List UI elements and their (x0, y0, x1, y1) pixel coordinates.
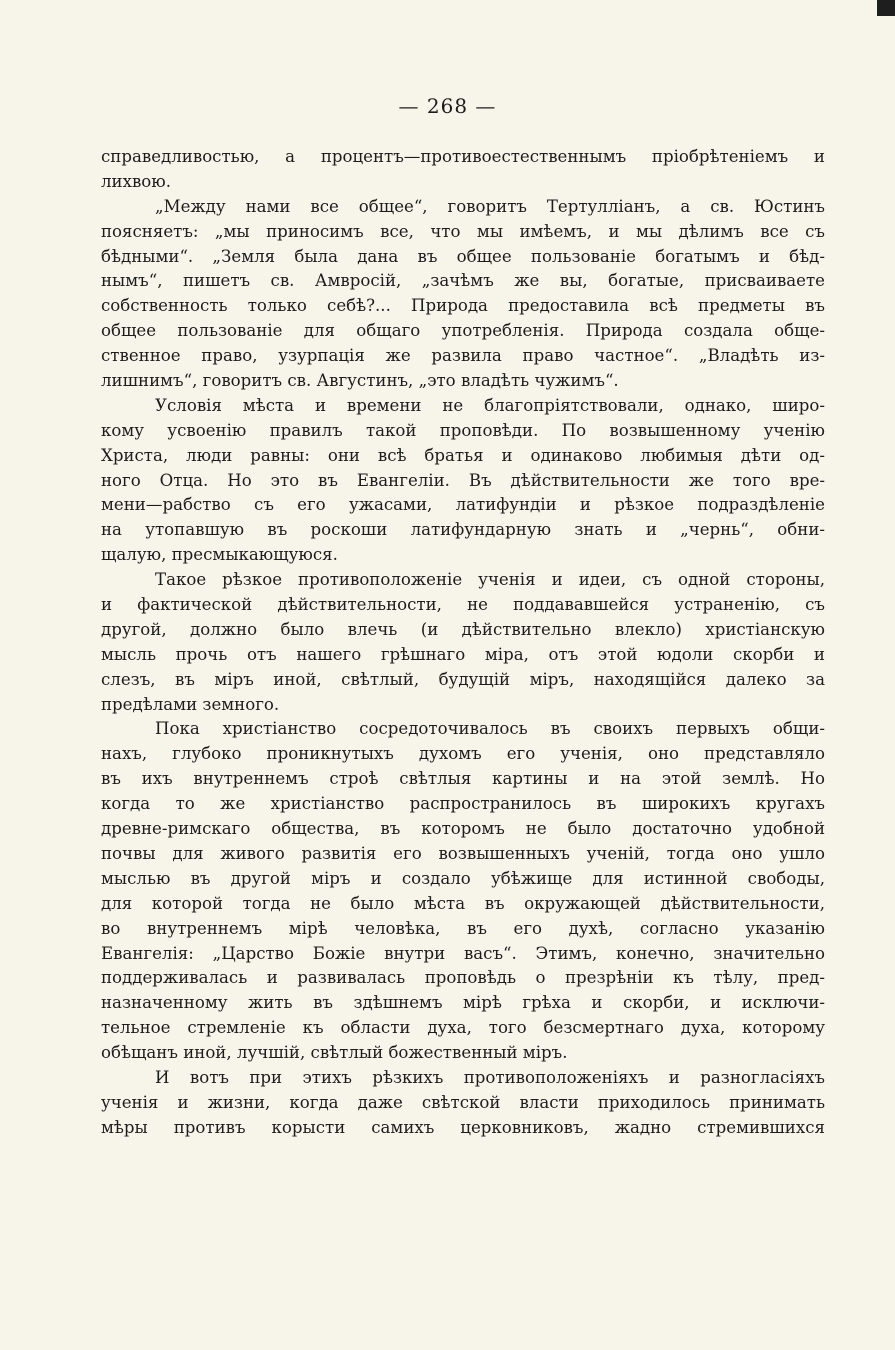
text-line: Христа, люди равны: они всѣ братья и одинаково любимыя дѣти од- (101, 445, 825, 465)
text-line: щалую, пресмыкающуюся. (101, 545, 338, 565)
text-line: ного Отца. Но это въ Евангеліи. Въ дѣйствительности же того вре- (101, 470, 825, 490)
text-line: поясняетъ: „мы приносимъ все, что мы имѣемъ, и мы дѣлимъ все съ (101, 221, 825, 241)
page-number: — 268 — (398, 94, 497, 118)
text-line: нымъ“, пишетъ св. Амвросій, „зачѣмъ же вы, богатые, присваиваете (101, 271, 825, 291)
text-line: предѣлами земного. (101, 694, 280, 714)
text-line: лихвою. (101, 171, 172, 191)
text-line: мысль прочь отъ нашего грѣшнаго міра, отъ этой юдоли скорби и (101, 644, 825, 664)
text-line: мени—рабство съ его ужасами, латифундіи и рѣзкое подраздѣленіе (101, 495, 825, 515)
text-line: слезъ, въ міръ иной, свѣтлый, будущій міръ, находящійся далеко за (101, 669, 825, 689)
text-line: поддерживалась и развивалась проповѣдь о презрѣніи къ тѣлу, пред- (101, 968, 825, 988)
text-line: нахъ, глубоко проникнутыхъ духомъ его ученія, оно представляло (101, 744, 825, 764)
text-line: Евангелія: „Царство Божіе внутри васъ“. Этимъ, конечно, значительно (101, 943, 825, 963)
text-line: И вотъ при этихъ рѣзкихъ противоположеніяхъ и разногласіяхъ (155, 1067, 825, 1087)
text-line: для которой тогда не было мѣста въ окружающей дѣйствительности, (101, 893, 825, 913)
text-line: общее пользованіе для общаго употребленія. Природа создала обще- (101, 321, 825, 341)
text-line: и фактической дѣйствительности, не поддававшейся устраненію, съ (101, 595, 825, 615)
text-line: древне-римскаго общества, въ которомъ не было достаточно удобной (101, 819, 825, 839)
body-text (101, 145, 825, 1141)
text-line: Условія мѣста и времени не благопріятствовали, однако, широ- (155, 395, 825, 415)
text-line: ученія и жизни, когда даже свѣтской власти приходилось принимать (101, 1092, 825, 1112)
text-line: въ ихъ внутреннемъ строѣ свѣтлыя картины и на этой землѣ. Но (101, 769, 825, 789)
text-line: кому усвоенію правилъ такой проповѣди. По возвышенному ученію (101, 420, 825, 440)
text-line: бѣдными“. „Земля была дана въ общее пользованіе богатымъ и бѣд- (101, 246, 825, 266)
text-line: собственность только себѣ?... Природа предоставила всѣ предметы въ (101, 296, 825, 316)
text-line: другой, должно было влечь (и дѣйствительно влекло) христіанскую (101, 619, 825, 639)
text-line: справедливостью, а процентъ—противоестественнымъ пріобрѣтеніемъ и (101, 147, 825, 166)
text-line: когда то же христіанство распространилось въ широкихъ кругахъ (101, 794, 825, 814)
text-line: обѣщанъ иной, лучшій, свѣтлый божественный міръ. (101, 1043, 568, 1063)
text-line: назначенному жить въ здѣшнемъ мірѣ грѣха и скорби, и исключи- (101, 993, 825, 1013)
text-line: ственное право, узурпація же развила право частное“. „Владѣть из- (101, 346, 825, 366)
text-line: почвы для живого развитія его возвышенныхъ ученій, тогда оно ушло (101, 843, 825, 863)
text-line: мыслью въ другой міръ и создало убѣжище для истинной свободы, (101, 868, 825, 888)
text-line: тельное стремленіе къ области духа, того безсмертнаго духа, которому (101, 1018, 825, 1038)
text-line: мѣры противъ корысти самихъ церковниковъ, жадно стремившихся (101, 1117, 825, 1137)
text-line: Пока христіанство сосредоточивалось въ своихъ первыхъ общи- (155, 719, 825, 739)
text-line: „Между нами все общее“, говоритъ Тертулліанъ, а св. Юстинъ (155, 196, 825, 216)
text-line: Такое рѣзкое противоположеніе ученія и идеи, съ одной стороны, (155, 570, 825, 590)
page-corner-mark (877, 0, 895, 16)
text-line: на утопавшую въ роскоши латифундарную знать и „чернь“, обни- (101, 520, 825, 540)
text-line: лишнимъ“, говоритъ св. Августинъ, „это владѣть чужимъ“. (101, 371, 619, 391)
text-line: во внутреннемъ мірѣ человѣка, въ его духѣ, согласно указанію (101, 918, 825, 938)
